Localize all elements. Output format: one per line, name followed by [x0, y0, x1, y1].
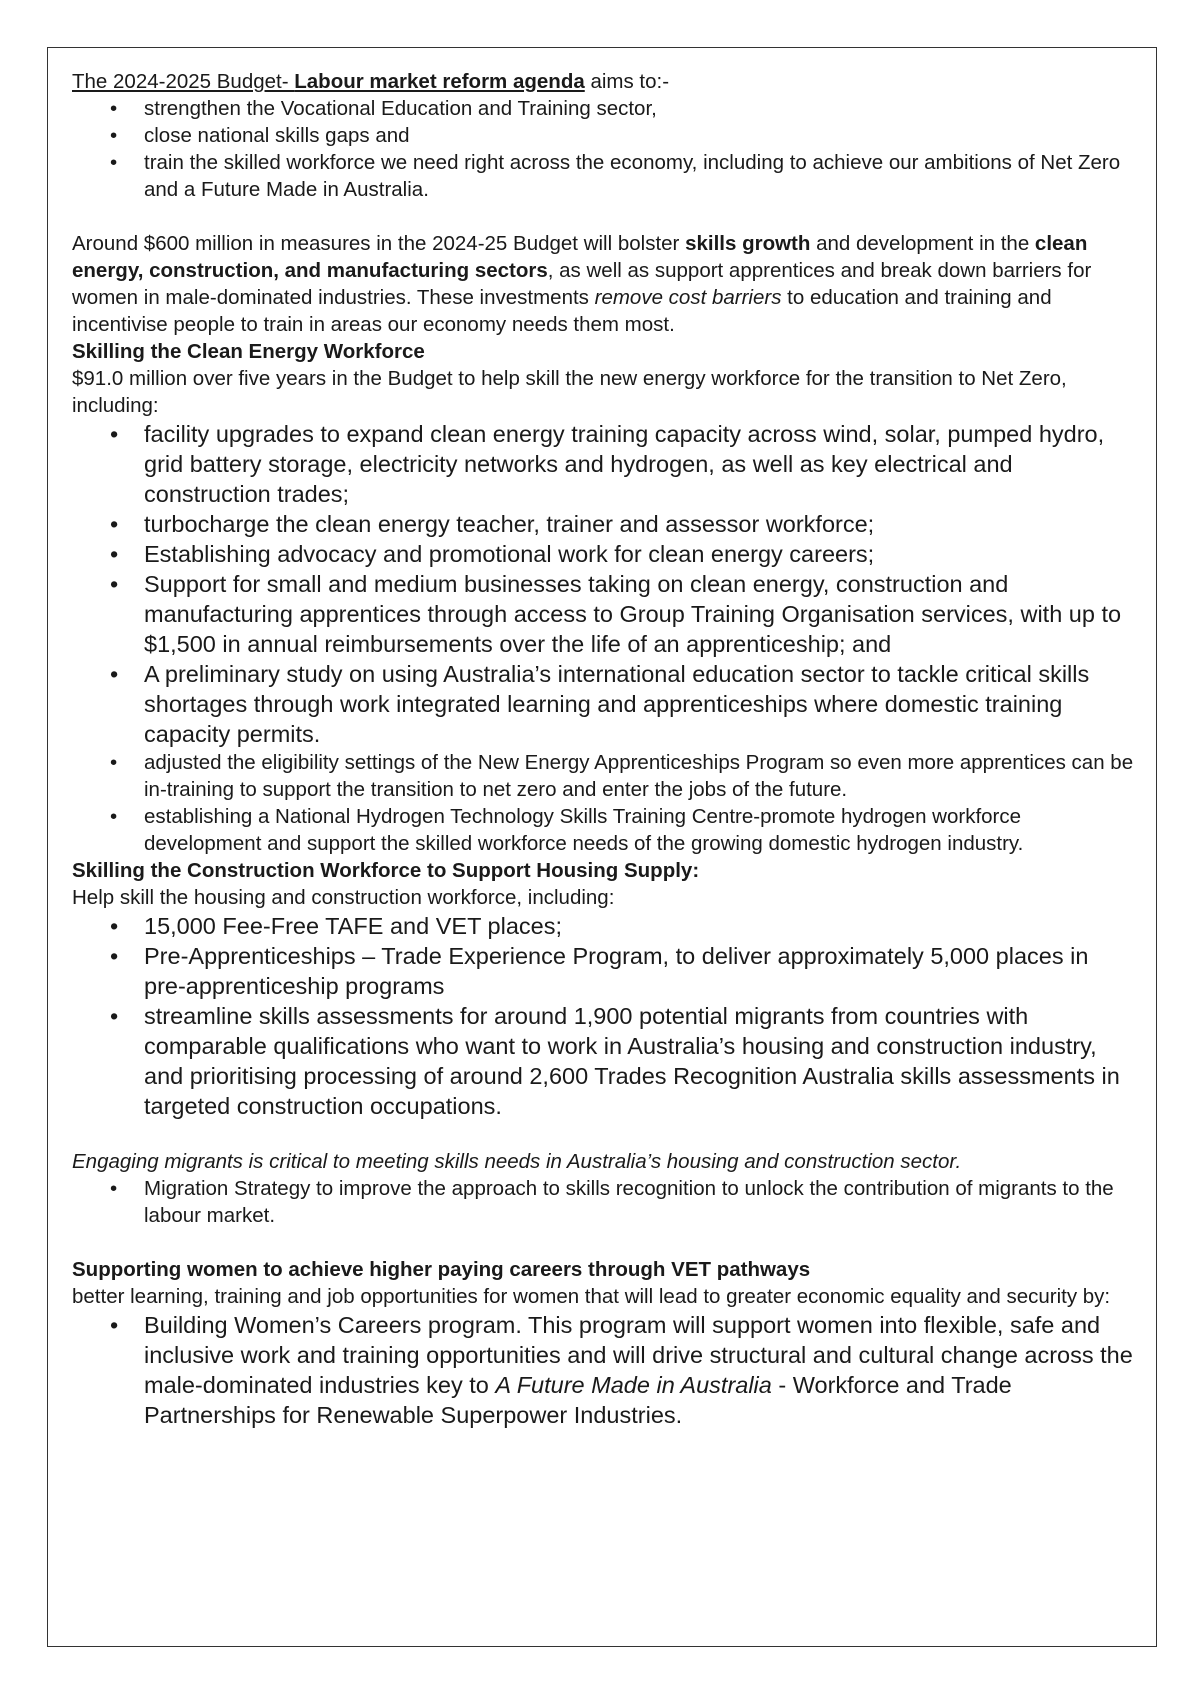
- bullet-icon: •: [110, 943, 119, 969]
- bullet-icon: •: [110, 913, 119, 939]
- clean-energy-intro: $91.0 million over five years in the Budget to help skill the new energy workforce for the transition to Net Zero, including:: [72, 367, 1067, 417]
- women-heading: Supporting women to achieve higher paying careers through VET pathways: [72, 1258, 811, 1281]
- construction-intro: Help skill the housing and construction workforce, including:: [72, 886, 615, 909]
- bullet-icon: •: [110, 1003, 119, 1029]
- list-item: • 15,000 Fee-Free TAFE and VET places;: [110, 913, 562, 939]
- bullet-icon: •: [110, 805, 118, 828]
- construction-list: [72, 911, 1136, 1121]
- list-item: • A preliminary study on using Australia’s international education sector to tackle critical skills shortages through work integrated learning and apprenticeships where domestic training capacity permits.: [110, 661, 1090, 747]
- women-list: [72, 1310, 1136, 1430]
- clean-energy-list: [72, 419, 1136, 857]
- bullet-icon: •: [110, 571, 119, 597]
- bullet-icon: •: [110, 1312, 119, 1338]
- list-item: • turbocharge the clean energy teacher, trainer and assessor workforce;: [110, 511, 875, 537]
- list-item: • Migration Strategy to improve the approach to skills recognition to unlock the contribution of migrants to the labour market.: [110, 1177, 1114, 1227]
- list-item: • adjusted the eligibility settings of the New Energy Apprenticeships Program so even more apprentices can be in-training to support the transition to net zero and enter the jobs of the future.: [110, 751, 1134, 801]
- bullet-icon: •: [110, 1177, 118, 1200]
- migration-note: Engaging migrants is critical to meeting skills needs in Australia’s housing and construction sector.: [72, 1150, 962, 1173]
- intro-lead-bold: Labour market reform agenda: [294, 70, 585, 93]
- list-item: • Establishing advocacy and promotional work for clean energy careers;: [110, 541, 875, 567]
- bullet-icon: •: [110, 97, 118, 120]
- bullet-icon: •: [110, 124, 118, 147]
- construction-heading: Skilling the Construction Workforce to Support Housing Supply:: [72, 859, 700, 882]
- list-item: • strengthen the Vocational Education and Training sector,: [110, 97, 657, 120]
- bullet-icon: •: [110, 511, 119, 537]
- list-item: • Support for small and medium businesses taking on clean energy, construction and manufacturing apprentices through access to Group Training Organisation services, with up to $1,500 in annual reimbursements over the life of an apprenticeship; and: [110, 571, 1122, 657]
- intro-lead-tail: aims to:-: [584, 70, 670, 93]
- bullet-icon: •: [110, 661, 119, 687]
- spacer: [72, 1229, 1136, 1256]
- list-item: • streamline skills assessments for around 1,900 potential migrants from countries with comparable qualifications who want to work in Australia’s housing and construction industry, and prioritising processing of around 2,600 Trades Recognition Australia skills assessments in targeted construction occupations.: [110, 1003, 1120, 1119]
- document-frame: [47, 47, 1157, 1647]
- overview-paragraph: Around $600 million in measures in the 2024-25 Budget will bolster skills growth and development in the clean energy, construction, and manufacturing sectors, as well as support apprentices and break down barriers for women in male-dominated industries. These investments remove cost barriers to education and training and incentivise people to train in areas our economy needs them most.: [72, 232, 1092, 336]
- migration-list: [72, 1175, 1136, 1229]
- spacer: [72, 1121, 1136, 1148]
- bullet-icon: •: [110, 151, 118, 174]
- bullet-icon: •: [110, 751, 118, 774]
- intro-lead: The 2024-2025 Budget-: [72, 70, 295, 93]
- list-item: • Pre-Apprenticeships – Trade Experience Program, to deliver approximately 5,000 places in pre-apprenticeship programs: [110, 943, 1089, 999]
- bullet-icon: •: [110, 541, 119, 567]
- spacer: [72, 203, 1136, 230]
- clean-energy-heading: Skilling the Clean Energy Workforce: [72, 340, 425, 363]
- bullet-icon: •: [110, 421, 119, 447]
- list-item: • Building Women’s Careers program. This program will support women into flexible, safe and inclusive work and training opportunities and will drive structural and cultural change across the male-dominated industries key to A Future Made in Australia - Workforce and Trade Partnerships for Renewable Superpower Industries.: [110, 1312, 1133, 1428]
- list-item: • establishing a National Hydrogen Technology Skills Training Centre-promote hydrogen workforce development and support the skilled workforce needs of the growing domestic hydrogen industry.: [110, 805, 1024, 855]
- list-item: • train the skilled workforce we need right across the economy, including to achieve our ambitions of Net Zero and a Future Made in Australia.: [110, 151, 1121, 201]
- list-item: • close national skills gaps and: [110, 124, 410, 147]
- intro-list: [72, 95, 1136, 203]
- women-intro: better learning, training and job opportunities for women that will lead to greater economic equality and security by:: [72, 1285, 1111, 1308]
- intro-heading: [72, 68, 1136, 95]
- list-item: • facility upgrades to expand clean energy training capacity across wind, solar, pumped hydro, grid battery storage, electricity networks and hydrogen, as well as key electrical and construction trades;: [110, 421, 1105, 507]
